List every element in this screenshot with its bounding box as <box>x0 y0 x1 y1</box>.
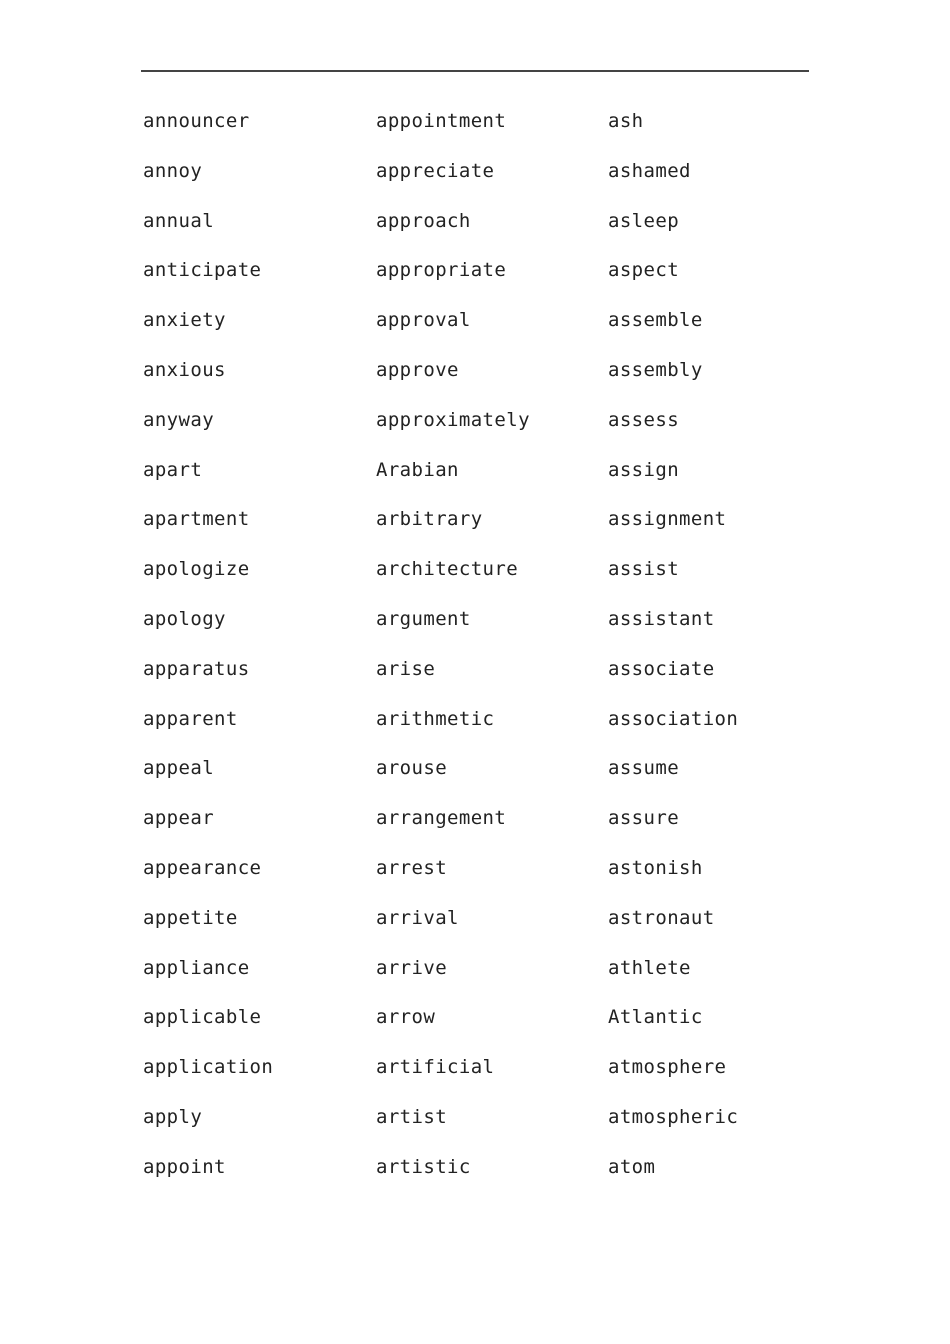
word-entry: appreciate <box>376 159 495 182</box>
word-entry: anxious <box>143 358 226 381</box>
word-entry: appetite <box>143 906 238 929</box>
word-entry: assess <box>608 408 680 431</box>
word-entry: arrest <box>376 856 448 879</box>
word-entry: applicable <box>143 1006 262 1029</box>
word-entry: apparent <box>143 707 238 730</box>
word-entry: artificial <box>376 1056 495 1079</box>
word-entry: approximately <box>376 408 530 431</box>
word-entry: assign <box>608 458 680 481</box>
word-entry: association <box>608 707 739 730</box>
word-entry: astonish <box>608 856 703 879</box>
word-entry: appeal <box>143 757 215 780</box>
word-entry: Atlantic <box>608 1006 703 1029</box>
word-entry: approval <box>376 309 471 332</box>
word-entry: apart <box>143 458 203 481</box>
word-entry: assemble <box>608 309 703 332</box>
word-entry: associate <box>608 657 715 680</box>
word-entry: arrow <box>376 1006 436 1029</box>
word-entry: assure <box>608 807 680 830</box>
word-entry: arbitrary <box>376 508 483 531</box>
word-entry: Arabian <box>376 458 459 481</box>
word-column-3 <box>608 106 840 1202</box>
word-entry: appropriate <box>376 259 507 282</box>
word-entry: appear <box>143 807 215 830</box>
word-entry: apparatus <box>143 657 250 680</box>
word-column-2 <box>376 106 608 1202</box>
word-entry: assembly <box>608 358 703 381</box>
word-entry: atmospheric <box>608 1105 739 1128</box>
word-entry: asleep <box>608 209 680 232</box>
word-entry: ash <box>608 110 644 132</box>
word-entry: annual <box>143 209 215 232</box>
word-entry: apartment <box>143 508 250 531</box>
word-entry: arrangement <box>376 807 507 830</box>
word-entry: anxiety <box>143 309 226 332</box>
word-entry: arrival <box>376 906 459 929</box>
word-entry: apply <box>143 1105 203 1128</box>
word-entry: assume <box>608 757 680 780</box>
word-entry: assist <box>608 558 680 581</box>
word-entry: arithmetic <box>376 707 495 730</box>
word-entry: appointment <box>376 110 507 132</box>
word-entry: aspect <box>608 259 680 282</box>
word-entry: approve <box>376 358 459 381</box>
word-entry: appliance <box>143 956 250 979</box>
word-entry: approach <box>376 209 471 232</box>
word-entry: appearance <box>143 856 262 879</box>
word-entry: argument <box>376 607 471 630</box>
word-entry: appoint <box>143 1155 226 1178</box>
word-entry: arouse <box>376 757 448 780</box>
word-entry: astronaut <box>608 906 715 929</box>
word-entry: annoy <box>143 159 203 182</box>
word-entry: athlete <box>608 956 691 979</box>
word-entry: application <box>143 1056 274 1079</box>
word-entry: assistant <box>608 607 715 630</box>
word-entry: atmosphere <box>608 1056 727 1079</box>
word-entry: artist <box>376 1105 448 1128</box>
word-entry: artistic <box>376 1155 471 1178</box>
word-column-1 <box>143 106 375 1202</box>
word-entry: anyway <box>143 408 215 431</box>
word-entry: apology <box>143 607 226 630</box>
word-entry: apologize <box>143 558 250 581</box>
word-entry: atom <box>608 1155 656 1178</box>
word-entry: architecture <box>376 558 519 581</box>
word-entry: assignment <box>608 508 727 531</box>
word-entry: anticipate <box>143 259 262 282</box>
word-entry: ashamed <box>608 159 691 182</box>
header-rule <box>141 70 809 72</box>
word-entry: announcer <box>143 110 250 132</box>
word-entry: arrive <box>376 956 448 979</box>
word-entry: arise <box>376 657 436 680</box>
